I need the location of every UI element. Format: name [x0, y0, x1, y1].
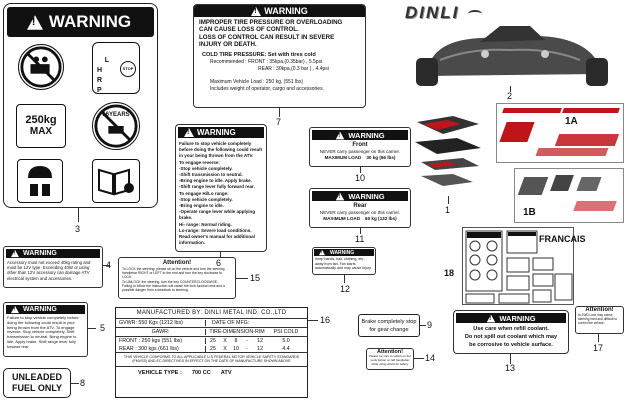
decal-gray-shape — [550, 175, 574, 191]
decal-1b-tag: 1B — [523, 207, 536, 218]
leader-line-3 — [78, 208, 79, 222]
decal-sheet-1a — [496, 103, 624, 163]
callout-12: 12 — [340, 284, 351, 294]
callout-17: 17 — [593, 343, 604, 353]
rear-tire-width: 25 — [210, 345, 216, 352]
steering-lock-text: To LOCK the steering, please sit on the vehicle and turn the steering handlebar RIGHT or LEFT to the end and turn the key clockwise to LOCK. To UNLOCK the steering, turn the key COUNTERCLOCKWISE. Failing to follow the instruction will cause the lock function less and a possible danger from a deadlock to steering. — [122, 267, 225, 293]
leader-line-9 — [420, 325, 426, 326]
carrier-title: Front — [352, 142, 368, 148]
reverse-warning-text: Failure to stop vehicle completely before doing the following could result in your being thrown from the ATV. To engage reverse: Stop vehicle completely. Shift transmission to neutral. Bring engine to idle. Apply brake. Shift range lever fully forward rear. — [7, 315, 79, 349]
read-manual-icon — [92, 159, 140, 203]
warning-triangle-icon — [336, 192, 345, 200]
attention-text: Attention! — [585, 307, 614, 313]
decal-1a-tag: 1A — [565, 116, 578, 127]
warning-text: WARNING — [264, 6, 308, 16]
gear-letters: L H R P — [97, 57, 110, 94]
callout-18: 18 — [444, 268, 455, 278]
decal-sheet-1b — [514, 168, 624, 223]
warning-text: WARNING — [48, 12, 132, 31]
brand-logo-text: DINLI — [405, 3, 460, 22]
warning-text: WARNING — [23, 250, 57, 257]
vehicle-type-label: VEHICLE TYPE : — [138, 369, 182, 376]
no-passenger-icon — [18, 44, 64, 90]
warning-triangle-icon — [11, 250, 19, 257]
carrier-title: Rear — [353, 203, 367, 209]
label-7-tire-pressure — [193, 4, 366, 108]
callout-5: 5 — [100, 323, 106, 333]
leader-line-5 — [88, 328, 96, 329]
warning-text: WARNING — [330, 249, 355, 256]
attention-text: Attention! — [162, 260, 192, 266]
vehicle-model: 700 CC — [191, 369, 211, 376]
tire-warning-line: CAN CAUSE LOSS OF CONTROL. — [199, 26, 299, 34]
decal-red-shape — [573, 201, 617, 211]
callout-11: 11 — [355, 234, 365, 244]
gawr-label: GAWR: — [116, 329, 206, 335]
coolant-line: be corrosive to vehicle surface. — [469, 342, 553, 348]
warning-triangle-icon — [487, 314, 496, 322]
cold-tire-section — [194, 50, 365, 93]
label-11-rear-carrier — [309, 188, 411, 228]
warning-text: WARNING — [23, 306, 57, 313]
warning-header — [6, 249, 100, 258]
carrier-load-value: 30 kg (66 lbs) — [366, 155, 396, 160]
front-gawr: FRONT : 250 kgs (551 lbs) — [116, 338, 206, 344]
fuel-line-2: FUEL ONLY — [11, 383, 62, 393]
leader-line-15 — [236, 278, 248, 279]
gvwr-text: GVWR: 550 Kgs (1212 lbs) — [116, 320, 206, 326]
warning-triangle-icon — [11, 306, 19, 313]
warning-header — [194, 5, 365, 17]
label-5-reverse-warning — [3, 302, 88, 357]
max-weight-icon — [16, 104, 66, 148]
maker-text: MANUFACTURED BY: DINLI METAL IND. CO.,LTD — [116, 308, 307, 319]
max-weight-sub: MAX — [29, 126, 53, 137]
decal-gray-shape — [576, 177, 601, 191]
label-12-fan-warning — [312, 247, 376, 275]
tire-warning-line: IMPROPER TIRE PRESSURE OR OVERLOADING — [199, 19, 343, 26]
callout-2: 2 — [507, 91, 513, 101]
leader-line-7 — [279, 108, 280, 117]
leader-line-16 — [308, 320, 318, 321]
cold-tire-title: COLD TIRE PRESSURE: Set with tires cold — [202, 52, 316, 59]
stop-sign-icon: STOP — [120, 61, 136, 77]
front-tire-width: 25 — [210, 338, 216, 344]
warning-triangle-icon — [184, 128, 194, 137]
load-includes: Includes weight of operator, cargo and accessories. — [210, 86, 324, 93]
side-decal-set — [413, 112, 485, 196]
max-weight-value: 250kg — [25, 114, 57, 126]
warning-text: WARNING — [499, 313, 536, 323]
label-17-2wd-lock — [575, 306, 624, 334]
carrier-load-row — [310, 155, 410, 160]
french-language-tag: FRANCAIS — [539, 234, 586, 244]
tire-warning-line: LOSS OF CONTROL CAN RESULT IN SEVERE — [199, 33, 335, 41]
warning-triangle-icon — [319, 250, 325, 255]
leader-line-12 — [344, 275, 345, 283]
callout-16: 16 — [320, 315, 331, 325]
callout-10: 10 — [355, 173, 366, 183]
warning-header — [312, 191, 408, 201]
rear-tire-dash: - — [246, 345, 248, 352]
tire-warning-body — [194, 17, 365, 50]
warning-triangle-icon — [336, 131, 345, 139]
attention-text: Attention! — [377, 349, 403, 355]
rear-tire-rim: 12 — [257, 345, 263, 352]
callout-9: 9 — [427, 320, 433, 330]
label-8-unleaded-fuel — [3, 368, 71, 398]
callout-13: 13 — [505, 363, 516, 373]
callout-1: 1 — [445, 205, 451, 215]
rear-psi: 4.4 — [282, 345, 290, 352]
rear-gawr: REAR : 300 kgs (661 lbs) — [116, 346, 206, 352]
callout-8: 8 — [80, 378, 86, 388]
warning-header — [6, 305, 85, 314]
compliance-text: THIS VEHICLE CONFORMS TO ALL APPLICABLE U.S FEDERAL MOTOR VEHICLE SAFETY STANDARDS (FMVSS) AND EC DIRECTIVES IN EFFECT ON THE DATE OF MANUFACTURE SHOWN ABOVE — [116, 353, 307, 367]
helmet-boots-icon — [20, 162, 60, 200]
atv-front-image — [410, 22, 615, 90]
brake-line-1: Brake completely stop — [361, 319, 417, 325]
max-vehicle-load: Maximum Vehicle Load : 250 kg, (551 lbs) — [210, 79, 304, 86]
front-tire-x: X — [223, 338, 227, 344]
coolant-line: Do not spill out coolant which may — [464, 334, 558, 340]
winch-text: Please be sure to switch on the Lock button on left handlebar while using winch for safety. — [369, 354, 411, 366]
plate-row-rear — [116, 345, 307, 353]
decal-red-shape — [536, 148, 609, 156]
warning-triangle-icon — [27, 15, 43, 29]
callout-3: 3 — [75, 224, 81, 234]
range-warning-text: Failure to stop vehicle completely before doing the following could result in your being thrown from the ATV. To engage reverse: -Stop vehicle completely. -Shift transmission to neutral. -Bring engine to idle. Apply brake. -Shift range lever fully forward rear. To engage Hi/Lo range: -Stop vehicle completely. -Bring engine to idle. -Operate range lever while applying brake. Hi- range: Normal riding. Lo-range: Severe load conditions. Read owner's manual for additional information. — [179, 141, 262, 246]
rear-pressure: REAR : 30kpa,(0.3 bar ) , 4.4psi — [258, 66, 329, 73]
book-rider-icon — [95, 162, 137, 200]
label-3-pictogram-panel — [3, 3, 158, 208]
accessory-warning-text: Accessory must not exceed 40kg rating and must be 12V type. Exceeding 40W or using other than 12V accessory can damage ATV electrical system and accessories. — [7, 260, 91, 281]
warning-header — [312, 130, 408, 140]
label-18-french-set — [462, 227, 586, 305]
carrier-load-label: MAXIMUM LOAD — [324, 155, 362, 160]
logo-swoosh — [468, 10, 482, 18]
plate-row-gvwr — [116, 319, 307, 328]
2wd-lock-text: In 2WD Lock may cause steering hard and difficult to control the vehicle. — [578, 313, 618, 325]
coolant-line: Use care when refill coolant. — [473, 326, 549, 332]
leader-line-17 — [598, 334, 599, 342]
plate-row-header — [116, 328, 307, 337]
callout-7: 7 — [276, 117, 282, 127]
mfg-date-label: DATE OF MFG: — [212, 320, 250, 326]
decal-red-stripe — [502, 108, 562, 113]
fan-warning-text: Keep hands, hair, clothing, etc., away from fan. Fan starts automatically and may cause injury. — [315, 257, 372, 270]
carrier-load-row — [310, 216, 410, 221]
leader-line-14 — [414, 358, 424, 359]
label-14-winch-notice — [366, 348, 414, 370]
protective-gear-icon — [17, 159, 63, 203]
age-limit-icon — [93, 102, 139, 150]
decal-red-shape — [499, 122, 534, 142]
warning-header — [178, 127, 264, 138]
rear-tire-section: 10 — [233, 345, 239, 352]
front-pressure: Recommended : FRONT : 35kpa,(0.35bar) , 5.5psi — [210, 59, 323, 66]
carrier-line: NEVER carry passenger on this carrier. — [319, 210, 401, 215]
warning-header — [314, 249, 374, 256]
callout-15: 15 — [250, 273, 261, 283]
warning-triangle-icon — [251, 7, 261, 16]
front-psi: 5.0 — [282, 338, 290, 344]
carrier-load-label: MAXIMUM LOAD — [323, 216, 361, 221]
front-tire-rim: 12 — [257, 338, 263, 344]
label-13-coolant — [453, 310, 569, 354]
decal-red-shape — [555, 134, 619, 146]
callout-6: 6 — [216, 258, 222, 268]
callout-14: 14 — [425, 353, 436, 363]
warning-header — [456, 313, 566, 323]
warning-header — [7, 7, 154, 37]
callout-4: 4 — [106, 260, 112, 270]
carrier-line: NEVER carry passenger on this carrier. — [319, 149, 401, 154]
label-6-range-warning — [175, 124, 267, 252]
label-10-front-carrier — [309, 127, 411, 167]
warning-text: WARNING — [348, 130, 385, 140]
plate-row-front — [116, 337, 307, 345]
vehicle-category: ATV — [220, 369, 232, 376]
age-limit-icon — [92, 102, 140, 150]
carrier-load-value: 60 kg (132 lbs) — [365, 216, 397, 221]
psi-cold-header: PSI COLD — [273, 329, 299, 335]
leader-line-1 — [448, 196, 449, 204]
decal-red-stripe — [562, 108, 620, 113]
fuel-line-1: UNLEADED — [11, 372, 62, 382]
label-9-brake-notice — [358, 314, 420, 337]
dinli-logo — [405, 3, 482, 23]
no-passenger-icon — [19, 44, 63, 90]
rear-tire-x: X — [223, 345, 227, 352]
gear-shift-icon — [92, 42, 140, 94]
tire-warning-line: INJURY OR DEATH. — [199, 40, 257, 48]
label-4-accessory-warning — [3, 246, 103, 288]
warning-text: WARNING — [197, 128, 236, 137]
front-tire-section: 8 — [234, 338, 238, 344]
warning-text: WARNING — [348, 191, 385, 201]
age-limit-text: 16YEARS — [102, 112, 130, 118]
front-tire-dash: - — [246, 338, 248, 344]
tire-dimension-header: TIRE-DIMENSION-RIM — [209, 329, 265, 335]
vehicle-type-row — [116, 367, 307, 379]
coolant-body — [454, 325, 568, 349]
leader-line-8 — [71, 383, 79, 384]
decal-gray-shape — [518, 177, 549, 195]
label-16-manufacturer-plate — [115, 307, 308, 398]
brake-line-2: for gear change — [369, 327, 409, 333]
